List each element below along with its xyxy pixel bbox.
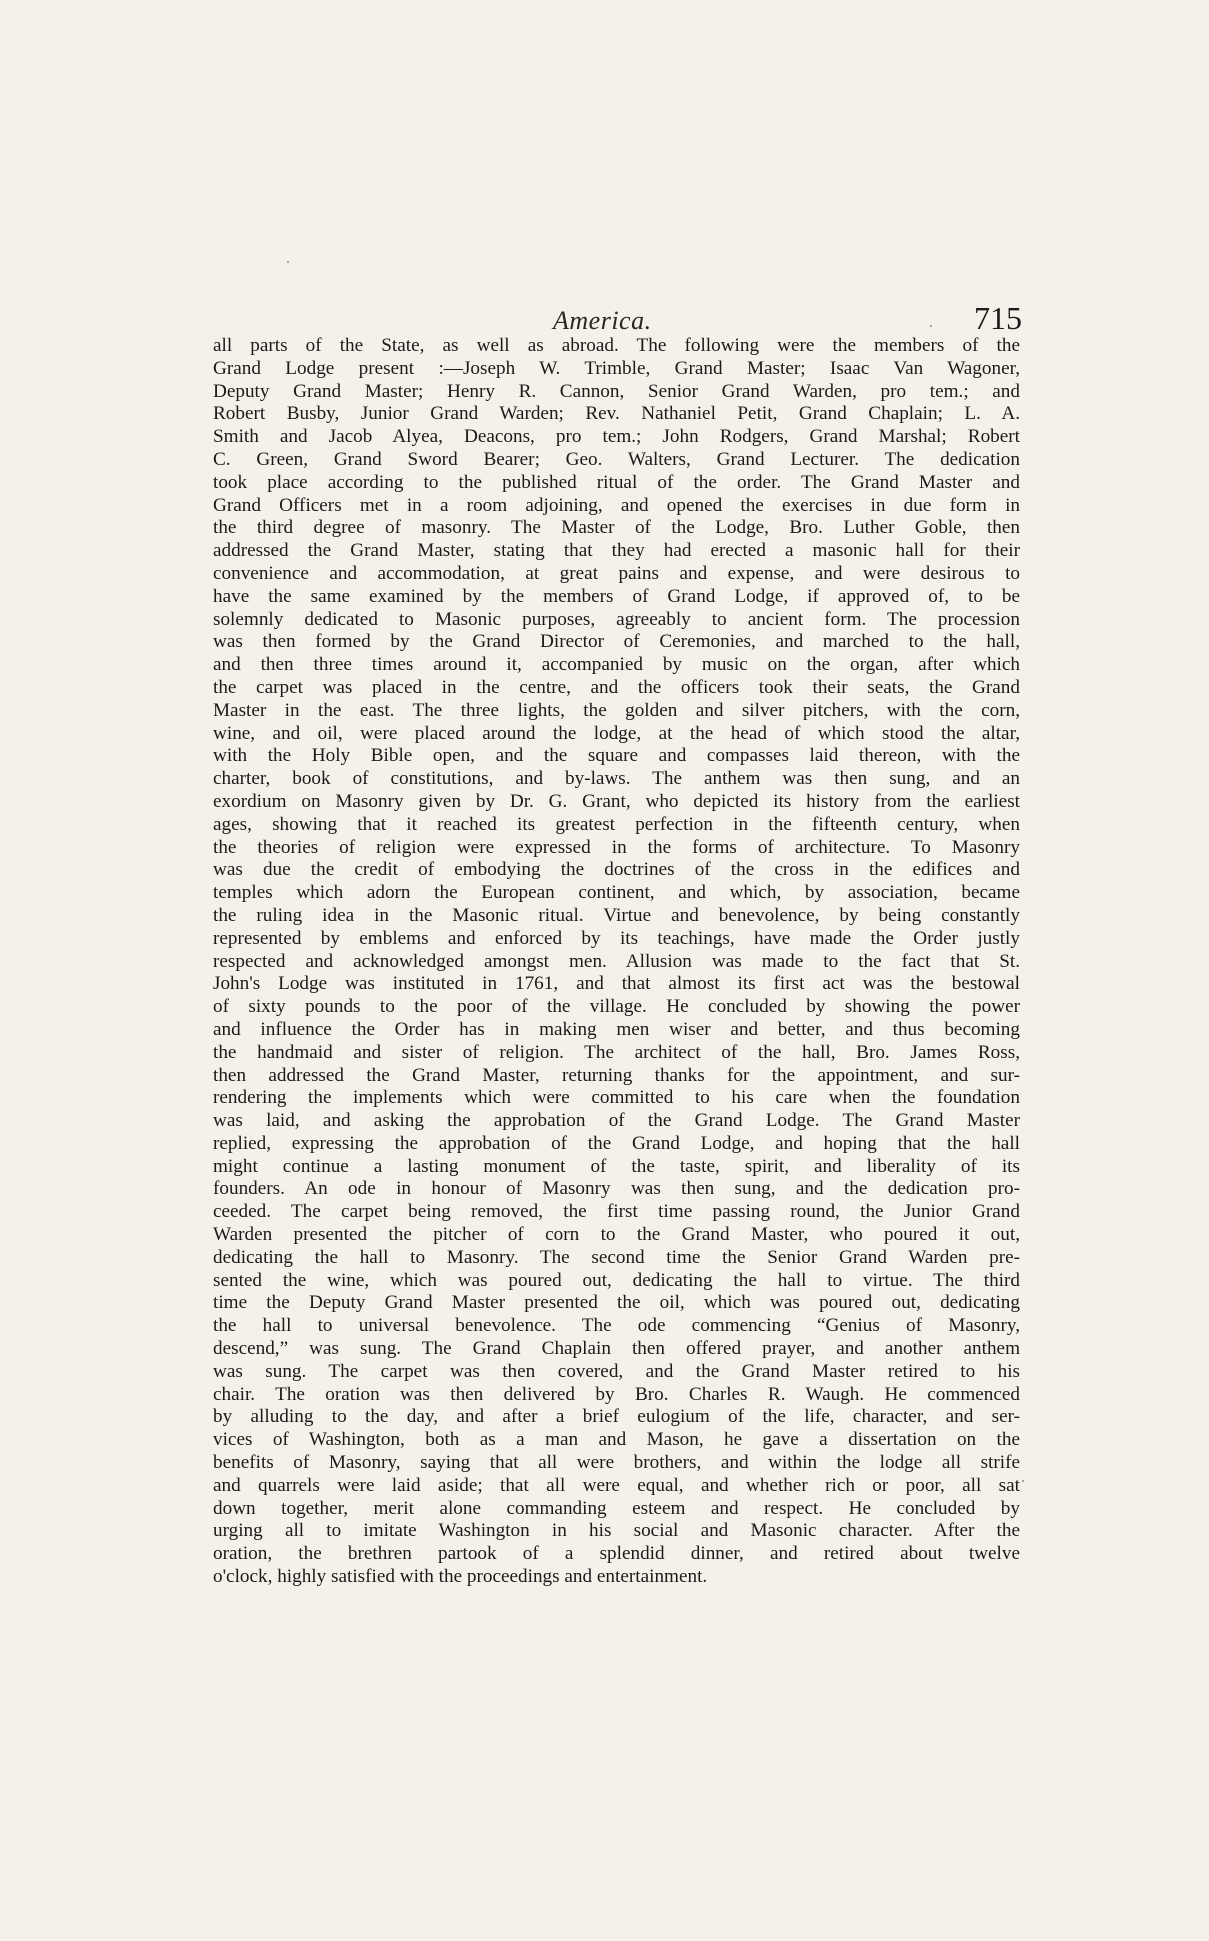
text-line: all parts of the State, as well as abroad. The following were the members of the — [213, 335, 1020, 356]
text-line: rendering the implements which were committed to his care when the foundation — [213, 1087, 1020, 1109]
text-line: the handmaid and sister of religion. The architect of the hall, Bro. James Ross, — [213, 1041, 1020, 1063]
running-head — [213, 300, 1028, 340]
text-line: descend,” was sung. The Grand Chaplain then offered prayer, and another anthem — [213, 1338, 1020, 1360]
text-line: have the same examined by the members of Grand Lodge, if approved of, to be — [213, 585, 1020, 607]
text-line: vices of Washington, both as a man and Mason, he gave a dissertation on the — [213, 1429, 1020, 1451]
page-number: 715 — [974, 300, 1022, 336]
text-line: Smith and Jacob Alyea, Deacons, pro tem.; John Rodgers, Grand Marshal; Robert — [213, 426, 1020, 448]
text-line: the third degree of masonry. The Master of the Lodge, Bro. Luther Goble, then — [213, 517, 1020, 539]
text-line: C. Green, Grand Sword Bearer; Geo. Walters, Grand Lecturer. The dedication — [213, 448, 1020, 470]
text-line: exordium on Masonry given by Dr. G. Grant, who depicted its history from the earliest — [213, 790, 1020, 812]
text-line: and influence the Order has in making men wiser and better, and thus becoming — [213, 1018, 1020, 1040]
text-line: took place according to the published ritual of the order. The Grand Master and — [213, 471, 1020, 493]
text-line: was sung. The carpet was then covered, and the Grand Master retired to his — [213, 1360, 1020, 1382]
text-line: wine, and oil, were placed around the lodge, at the head of which stood the altar, — [213, 722, 1020, 744]
text-line: represented by emblems and enforced by its teachings, have made the Order justly — [213, 927, 1020, 949]
text-line: was then formed by the Grand Director of Ceremonies, and marched to the hall, — [213, 631, 1020, 653]
text-line: Grand Lodge present :—Joseph W. Trimble, Grand Master; Isaac Van Wagoner, — [213, 357, 1020, 379]
text-line: addressed the Grand Master, stating that they had erected a masonic hall for their — [213, 540, 1020, 562]
text-line: charter, book of constitutions, and by-laws. The anthem was then sung, and an — [213, 768, 1020, 790]
text-line: and quarrels were laid aside; that all were equal, and whether rich or poor, all sat — [213, 1474, 1020, 1496]
text-line: ceeded. The carpet being removed, the first time passing round, the Junior Grand — [213, 1201, 1020, 1223]
text-line: dedicating the hall to Masonry. The second time the Senior Grand Warden pre- — [213, 1246, 1020, 1268]
text-line: oration, the brethren partook of a splendid dinner, and retired about twelve — [213, 1543, 1020, 1565]
text-line: chair. The oration was then delivered by Bro. Charles R. Waugh. He commenced — [213, 1383, 1020, 1405]
text-line: benefits of Masonry, saying that all were brothers, and within the lodge all strife — [213, 1452, 1020, 1474]
text-line: and then three times around it, accompanied by music on the organ, after which — [213, 654, 1020, 676]
text-line: the carpet was placed in the centre, and the officers took their seats, the Grand — [213, 676, 1020, 698]
text-line: ages, showing that it reached its greatest perfection in the fifteenth century, when — [213, 813, 1020, 835]
text-line: Deputy Grand Master; Henry R. Cannon, Senior Grand Warden, pro tem.; and — [213, 380, 1020, 402]
text-line: the hall to universal benevolence. The ode commencing “Genius of Masonry, — [213, 1315, 1020, 1337]
text-line: of sixty pounds to the poor of the village. He concluded by showing the power — [213, 996, 1020, 1018]
text-line: was due the credit of embodying the doctrines of the cross in the edifices and — [213, 859, 1020, 881]
text-line: might continue a lasting monument of the taste, spirit, and liberality of its — [213, 1155, 1020, 1177]
text-line: by alluding to the day, and after a brief eulogium of the life, character, and ser- — [213, 1406, 1020, 1428]
text-line: urging all to imitate Washington in his social and Masonic character. After the — [213, 1520, 1020, 1542]
text-line: replied, expressing the approbation of the Grand Lodge, and hoping that the hall — [213, 1132, 1020, 1154]
text-line: Master in the east. The three lights, the golden and silver pitchers, with the corn, — [213, 699, 1020, 721]
text-line: convenience and accommodation, at great pains and expense, and were desirous to — [213, 562, 1020, 584]
text-line: John's Lodge was instituted in 1761, and that almost its first act was the bestowal — [213, 973, 1020, 995]
running-title: America. — [553, 306, 652, 335]
text-line: solemnly dedicated to Masonic purposes, agreeably to ancient form. The procession — [213, 608, 1020, 630]
text-line: the ruling idea in the Masonic ritual. Virtue and benevolence, by being constantly — [213, 904, 1020, 926]
text-line: Warden presented the pitcher of corn to the Grand Master, who poured it out, — [213, 1224, 1020, 1246]
text-line: with the Holy Bible open, and the square and compasses laid thereon, with the — [213, 745, 1020, 767]
paper-speck — [1022, 1480, 1024, 1482]
text-line: sented the wine, which was poured out, dedicating the hall to virtue. The third — [213, 1269, 1020, 1291]
text-line: Grand Officers met in a room adjoining, and opened the exercises in due form in — [213, 494, 1020, 516]
text-line: temples which adorn the European continent, and which, by association, became — [213, 882, 1020, 904]
text-line: respected and acknowledged amongst men. Allusion was made to the fact that St. — [213, 950, 1020, 972]
text-line: founders. An ode in honour of Masonry was then sung, and the dedication pro- — [213, 1178, 1020, 1200]
text-line: was laid, and asking the approbation of the Grand Lodge. The Grand Master — [213, 1110, 1020, 1132]
text-line: time the Deputy Grand Master presented the oil, which was poured out, dedicating — [213, 1292, 1020, 1314]
text-line: then addressed the Grand Master, returning thanks for the appointment, and sur- — [213, 1064, 1020, 1086]
text-line: down together, merit alone commanding esteem and respect. He concluded by — [213, 1497, 1020, 1519]
paper-speck — [287, 261, 289, 263]
text-line: the theories of religion were expressed in the forms of architecture. To Masonry — [213, 836, 1020, 858]
body-paragraph — [213, 335, 1020, 1589]
text-line: o'clock, highly satisfied with the proceedings and entertainment. — [213, 1566, 708, 1588]
text-line: Robert Busby, Junior Grand Warden; Rev. Nathaniel Petit, Grand Chaplain; L. A. — [213, 403, 1020, 425]
